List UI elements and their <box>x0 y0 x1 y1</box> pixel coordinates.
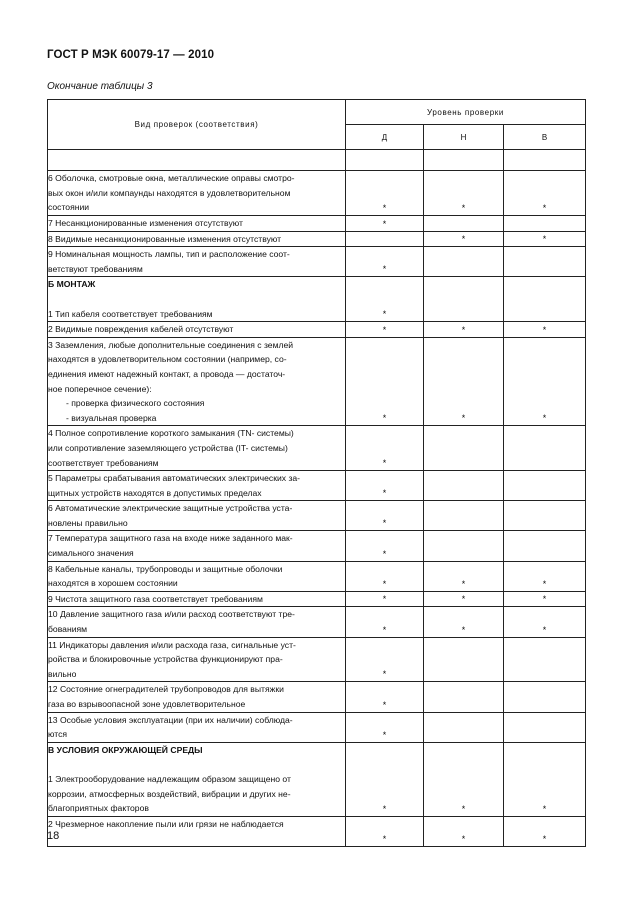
level-v-cell <box>504 322 586 338</box>
level-mark: * <box>382 548 387 559</box>
check-description <box>48 426 346 471</box>
level-mark: * <box>382 309 387 320</box>
level-n-cell <box>424 561 504 591</box>
description-line: бованиям <box>48 624 88 635</box>
document-header: ГОСТ Р МЭК 60079-17 — 2010 <box>47 49 215 61</box>
table-row <box>48 247 586 277</box>
description-line: коррозии, атмосферных воздействий, вибрации и других не- <box>48 788 291 799</box>
level-v-cell <box>504 277 586 322</box>
description-line: - визуальная проверка <box>66 412 157 423</box>
level-d-cell <box>346 591 424 607</box>
level-v-cell <box>504 231 586 247</box>
level-d-cell <box>346 682 424 712</box>
description-line: ветствуют требованиям <box>48 263 143 274</box>
level-d-cell <box>346 171 424 216</box>
level-v-cell <box>504 742 586 816</box>
description-line: 4 Полное сопротивление короткого замыкания (TN- системы) <box>48 428 294 439</box>
level-n-cell <box>424 247 504 277</box>
level-v-cell <box>504 561 586 591</box>
description-line: 8 Кабельные каналы, трубопроводы и защитные оболочки <box>48 563 283 574</box>
table-caption: Окончание таблицы 3 <box>47 81 153 92</box>
description-line: ное поперечное сечение): <box>48 383 152 394</box>
level-mark: * <box>461 203 466 213</box>
level-n-cell <box>424 426 504 471</box>
description-line: 2 Видимые повреждения кабелей отсутствуют <box>48 324 234 335</box>
level-d-cell <box>346 337 424 426</box>
level-n-cell <box>424 742 504 816</box>
level-mark: * <box>542 413 547 424</box>
check-description <box>48 171 346 216</box>
level-d-cell <box>346 607 424 637</box>
level-mark: * <box>382 413 387 424</box>
level-mark: * <box>382 488 387 499</box>
level-mark: * <box>461 803 466 814</box>
level-n-cell <box>424 471 504 501</box>
level-mark: * <box>382 458 387 469</box>
description-line: щитных устройств находятся в допустимых пределах <box>48 487 262 498</box>
table-row <box>48 561 586 591</box>
check-description <box>48 277 346 322</box>
level-v-cell <box>504 591 586 607</box>
level-d-cell <box>346 816 424 846</box>
description-line: соответствует требованиям <box>48 457 159 468</box>
table-row <box>48 742 586 816</box>
description-line: 8 Видимые несанкционированные изменения отсутствуют <box>48 233 282 244</box>
check-description <box>48 322 346 338</box>
description-line: 13 Особые условия эксплуатации (при их наличии) соблюда- <box>48 714 293 725</box>
description-line: 5 Параметры срабатывания автоматических электрических за- <box>48 473 301 484</box>
level-mark: * <box>542 594 547 605</box>
description-line: - проверка физического состояния <box>66 398 205 409</box>
section-heading: Б МОНТАЖ <box>48 279 96 290</box>
column-header-kind: Вид проверок (соответствия) <box>48 100 346 150</box>
level-n-cell <box>424 591 504 607</box>
level-d-cell <box>346 277 424 322</box>
level-v-cell <box>504 337 586 426</box>
level-v-cell <box>504 501 586 531</box>
table-row <box>48 712 586 742</box>
level-n-cell <box>424 816 504 846</box>
table-row <box>48 816 586 846</box>
table-row <box>48 501 586 531</box>
level-mark: * <box>382 803 387 814</box>
header-spacer <box>504 150 586 171</box>
level-mark: * <box>382 833 387 844</box>
level-mark: * <box>461 578 466 589</box>
level-mark: * <box>382 578 387 589</box>
column-header-n: Н <box>424 125 504 150</box>
description-line: 9 Номинальная мощность лампы, тип и расположение соот- <box>48 249 290 260</box>
level-d-cell <box>346 561 424 591</box>
level-mark: * <box>382 324 387 335</box>
check-description <box>48 682 346 712</box>
level-mark: * <box>542 324 547 335</box>
description-line: или сопротивление заземляющего устройства (IT- системы) <box>48 442 288 453</box>
description-line: новлены правильно <box>48 517 128 528</box>
check-description <box>48 561 346 591</box>
level-n-cell <box>424 607 504 637</box>
level-mark: * <box>542 833 547 844</box>
description-line: единения имеют надежный контакт, а провода — достаточ- <box>48 368 286 379</box>
table-row <box>48 216 586 232</box>
level-v-cell <box>504 247 586 277</box>
description-line: 3 Заземления, любые дополнительные соединения с землей <box>48 339 294 350</box>
check-description <box>48 712 346 742</box>
check-description <box>48 247 346 277</box>
description-line: ройства и блокировочные устройства функционируют пра- <box>48 654 283 665</box>
table-row <box>48 322 586 338</box>
level-n-cell <box>424 322 504 338</box>
description-line: 2 Чрезмерное накопление пыли или грязи не наблюдается <box>48 818 284 829</box>
level-d-cell <box>346 231 424 247</box>
level-d-cell <box>346 637 424 682</box>
check-description <box>48 337 346 426</box>
header-spacer <box>346 150 424 171</box>
level-mark: * <box>461 833 466 844</box>
section-heading: В УСЛОВИЯ ОКРУЖАЮЩЕЙ СРЕДЫ <box>48 744 203 755</box>
check-description <box>48 531 346 561</box>
level-mark: * <box>461 234 466 245</box>
description-line: 7 Температура защитного газа на входе ниже заданного мак- <box>48 533 293 544</box>
level-mark: * <box>542 624 547 635</box>
inspection-table <box>47 99 586 847</box>
table-row <box>48 337 586 426</box>
description-line <box>48 831 345 846</box>
level-v-cell <box>504 216 586 232</box>
check-description <box>48 231 346 247</box>
table-row <box>48 607 586 637</box>
level-d-cell <box>346 712 424 742</box>
level-n-cell <box>424 231 504 247</box>
description-line: находятся в удовлетворительном состоянии (например, со- <box>48 354 287 365</box>
table-body <box>48 171 586 847</box>
level-n-cell <box>424 277 504 322</box>
level-v-cell <box>504 471 586 501</box>
level-mark: * <box>382 699 387 710</box>
level-mark: * <box>382 218 387 229</box>
level-mark: * <box>461 324 466 335</box>
level-v-cell <box>504 712 586 742</box>
level-mark: * <box>542 803 547 814</box>
description-line: 10 Давление защитного газа и/или расход соответствуют тре- <box>48 609 295 620</box>
table-row <box>48 426 586 471</box>
level-n-cell <box>424 216 504 232</box>
level-d-cell <box>346 531 424 561</box>
level-mark: * <box>382 729 387 740</box>
level-n-cell <box>424 682 504 712</box>
level-v-cell <box>504 637 586 682</box>
description-line <box>48 292 345 307</box>
level-mark: * <box>542 578 547 589</box>
check-description <box>48 471 346 501</box>
description-line: 6 Автоматические электрические защитные устройства уста- <box>48 503 293 514</box>
level-d-cell <box>346 322 424 338</box>
check-description <box>48 591 346 607</box>
table-row <box>48 682 586 712</box>
header-spacer <box>48 150 346 171</box>
level-mark: * <box>542 203 547 213</box>
description-line: 9 Чистота защитного газа соответствует требованиям <box>48 593 263 604</box>
level-mark: * <box>382 594 387 605</box>
level-d-cell <box>346 247 424 277</box>
check-description <box>48 216 346 232</box>
level-v-cell <box>504 607 586 637</box>
level-v-cell <box>504 171 586 216</box>
table-row <box>48 591 586 607</box>
description-line: вых окон и/или компаунды находятся в удовлетворительном <box>48 187 291 198</box>
column-header-level: Уровень проверки <box>346 100 586 125</box>
check-description <box>48 742 346 816</box>
level-n-cell <box>424 337 504 426</box>
level-n-cell <box>424 637 504 682</box>
level-mark: * <box>382 518 387 529</box>
level-d-cell <box>346 426 424 471</box>
level-mark: * <box>461 413 466 424</box>
level-mark: * <box>382 203 387 213</box>
level-v-cell <box>504 426 586 471</box>
level-n-cell <box>424 712 504 742</box>
check-description <box>48 607 346 637</box>
table-row <box>48 277 586 322</box>
check-description <box>48 501 346 531</box>
description-line: вильно <box>48 668 77 679</box>
level-n-cell <box>424 171 504 216</box>
description-line: ются <box>48 729 68 740</box>
level-v-cell <box>504 682 586 712</box>
page-number: 18 <box>47 830 60 842</box>
description-line: 12 Состояние огнеградителей трубопроводов для вытяжки <box>48 684 284 695</box>
check-description <box>48 637 346 682</box>
level-d-cell <box>346 742 424 816</box>
level-mark: * <box>461 624 466 635</box>
description-line: 7 Несанкционированные изменения отсутствуют <box>48 218 243 228</box>
table-row <box>48 637 586 682</box>
description-line: благоприятных факторов <box>48 803 149 814</box>
description-line: симального значения <box>48 548 134 559</box>
description-line: состоянии <box>48 202 90 213</box>
table-row <box>48 171 586 216</box>
level-d-cell <box>346 216 424 232</box>
column-header-d: Д <box>346 125 424 150</box>
level-d-cell <box>346 501 424 531</box>
table-row <box>48 471 586 501</box>
level-mark: * <box>461 594 466 605</box>
description-line: 11 Индикаторы давления и/или расхода газа, сигнальные уст- <box>48 639 296 650</box>
level-n-cell <box>424 531 504 561</box>
description-line: газа во взрывоопасной зоне удовлетворительное <box>48 699 246 709</box>
level-d-cell <box>346 471 424 501</box>
level-v-cell <box>504 531 586 561</box>
table-row <box>48 531 586 561</box>
level-mark: * <box>542 234 547 245</box>
description-line: 6 Оболочка, смотровые окна, металлические оправы смотро- <box>48 173 295 183</box>
check-description <box>48 816 346 846</box>
description-line <box>48 757 345 772</box>
table-row <box>48 231 586 247</box>
level-mark: * <box>382 669 387 680</box>
column-header-v: В <box>504 125 586 150</box>
level-mark: * <box>382 264 387 275</box>
description-line: 1 Электрооборудование надлежащим образом защищено от <box>48 773 291 784</box>
level-v-cell <box>504 816 586 846</box>
description-line: находятся в хорошем состоянии <box>48 578 178 589</box>
level-n-cell <box>424 501 504 531</box>
header-spacer <box>424 150 504 171</box>
level-mark: * <box>382 624 387 635</box>
description-line: 1 Тип кабеля соответствует требованиям <box>48 308 213 319</box>
